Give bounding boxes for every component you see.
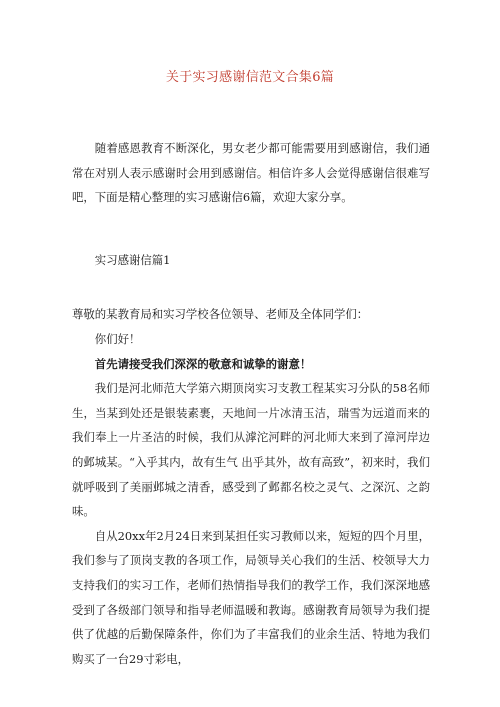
body-paragraph-2: 自从20xx年2月24日来到某担任实习教师以来，短短的四个月里，我们参与了顶岗支教的各项工作，局领导关心我们的生活、校领导大力支持我们的实习工作，老师们热情指导我们的教学工作，我们深深地感受到了各级部门领导和指导老师温暖和教诲。感谢教育局领导为我们提供了优越的后勤保障条件，你们为了丰富我们的业余生活、特地为我们购买了一台29寸彩电，	[72, 528, 430, 666]
body-paragraph-1: 我们是河北师范大学第六期顶岗实习支教工程某实习分队的58名师生，当某到处还是银装素裹，天地间一片冰清玉洁，瑞雪为远道而来的我们奉上一片圣洁的时候，我们从滹沱河畔的河北师大来到了漳河岸边的邺城某。“入乎其内，故有生气 出乎其外，故有高致”，初来时，我们就呼吸到了美丽邺城之清香，感受到了邺都名校之灵气、之深沉、之韵味。	[72, 381, 430, 519]
document-body	[72, 136, 430, 671]
section-heading: 实习感谢信篇1	[94, 252, 171, 267]
document-title: 关于实习感谢信范文合集6篇	[165, 70, 335, 85]
thanks-line: 首先请接受我们深深的敬意和诚挚的谢意！	[94, 356, 312, 371]
intro-paragraph: 随着感恩教育不断深化，男女老少都可能需要用到感谢信，我们通常在对别人表示感谢时会用到感谢信。相信许多人会觉得感谢信很难写吧，下面是精心整理的实习感谢信6篇，欢迎大家分享。	[72, 141, 430, 205]
greeting-line: 你们好！	[94, 331, 141, 346]
salutation-line: 尊敬的某教育局和实习学校各位领导、老师及全体同学们：	[72, 307, 369, 322]
